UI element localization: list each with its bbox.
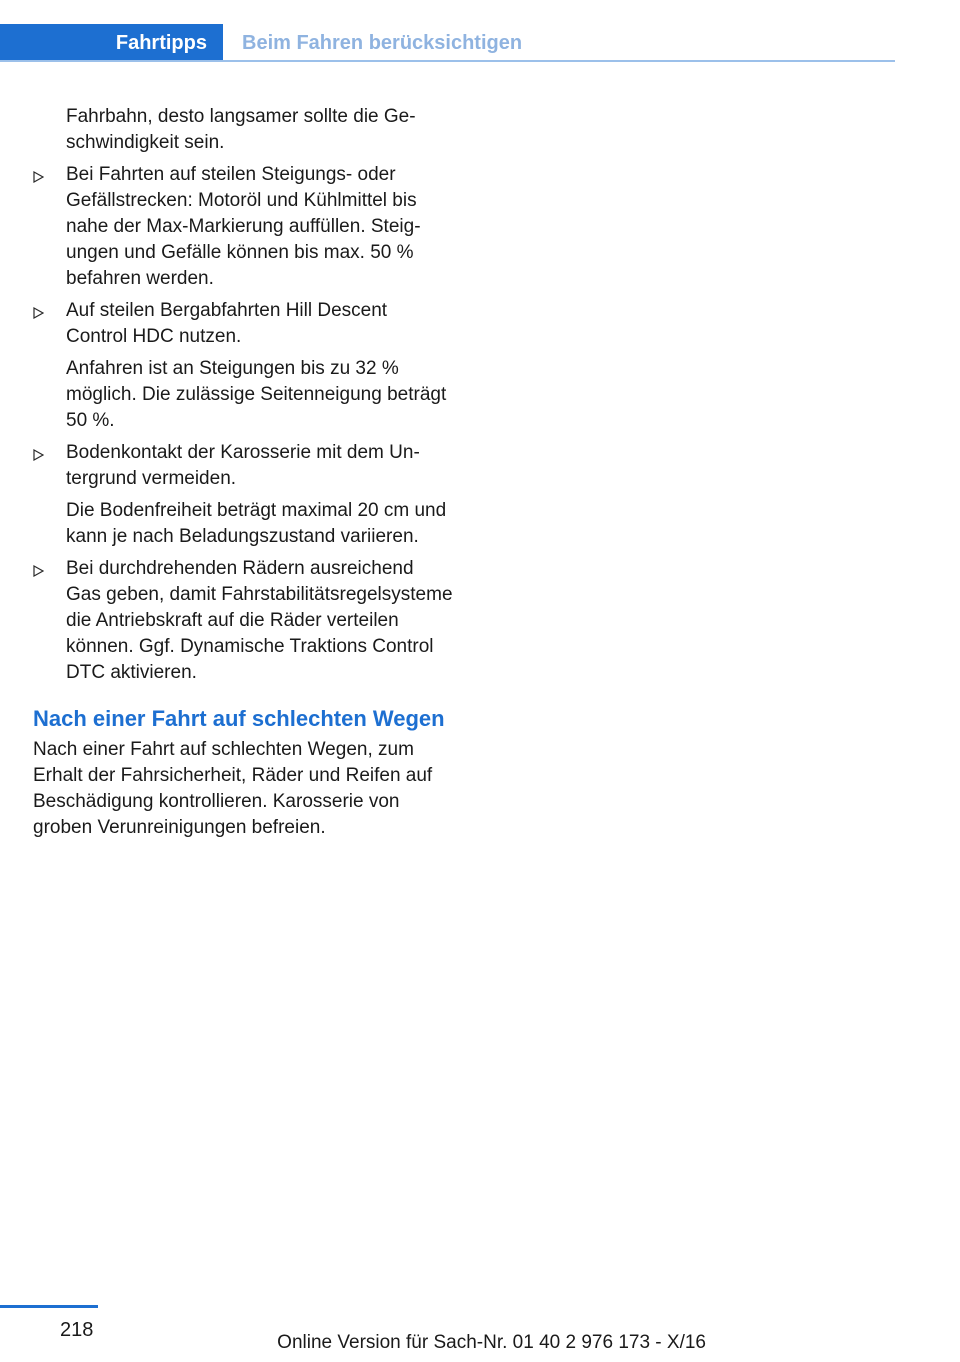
bullet-text: Bei Fahrten auf steilen Steigungs- oder Gefällstrecken: Motoröl und Kühlmittel bis nahe der Max-Markierung auffüllen. Steigungen und Gefälle können bis max. 50 % befahren werden. <box>66 164 421 289</box>
footer-accent-line <box>0 1305 98 1308</box>
main-content <box>33 104 453 841</box>
triangle-right-icon <box>33 441 49 467</box>
page-header <box>0 0 895 62</box>
header-divider <box>0 60 895 62</box>
header-section-tab: Fahrtipps <box>0 24 223 62</box>
bullet-text: Bei durchdrehenden Rädern ausreichend Gas geben, damit Fahrstabilitätsregelsysteme die Antriebskraft auf die Räder verteilen können. Ggf. Dynamische Traktions Control DTC aktivieren. <box>66 558 453 683</box>
bullet-item-1 <box>33 162 453 292</box>
section-body: Nach einer Fahrt auf schlechten Wegen, zum Erhalt der Fahrsicherheit, Räder und Reifen auf Beschädigung kontrollieren. Karosserie von groben Verunreinigungen befreien. <box>33 739 433 838</box>
intro-paragraph: Fahrbahn, desto langsamer sollte die Geschwindigkeit sein. <box>66 106 416 153</box>
header-subsection-tab: Beim Fahren berücksichtigen <box>242 32 523 54</box>
bullet-item-3 <box>33 440 453 550</box>
bullet-extra-text: Anfahren ist an Steigungen bis zu 32 % möglich. Die zulässige Seitenneigung beträgt 50 %. <box>66 358 447 431</box>
page-number: 218 <box>60 1319 94 1341</box>
bullet-text: Bodenkontakt der Karosserie mit dem Untergrund vermeiden. <box>66 442 420 489</box>
bullet-item-2 <box>33 298 453 434</box>
section-heading: Nach einer Fahrt auf schlechten Wegen <box>33 706 445 731</box>
bullet-item-4 <box>33 556 453 686</box>
triangle-right-icon <box>33 299 49 325</box>
triangle-right-icon <box>33 557 49 583</box>
triangle-right-icon <box>33 163 49 189</box>
bullet-text: Auf steilen Bergabfahrten Hill Descent Control HDC nutzen. <box>66 300 388 347</box>
bullet-extra-text: Die Bodenfreiheit beträgt maximal 20 cm und kann je nach Beladungszustand variieren. <box>66 500 447 547</box>
footer-version-text: Online Version für Sach-Nr. 01 40 2 976 173 - X/16 <box>277 1332 706 1353</box>
